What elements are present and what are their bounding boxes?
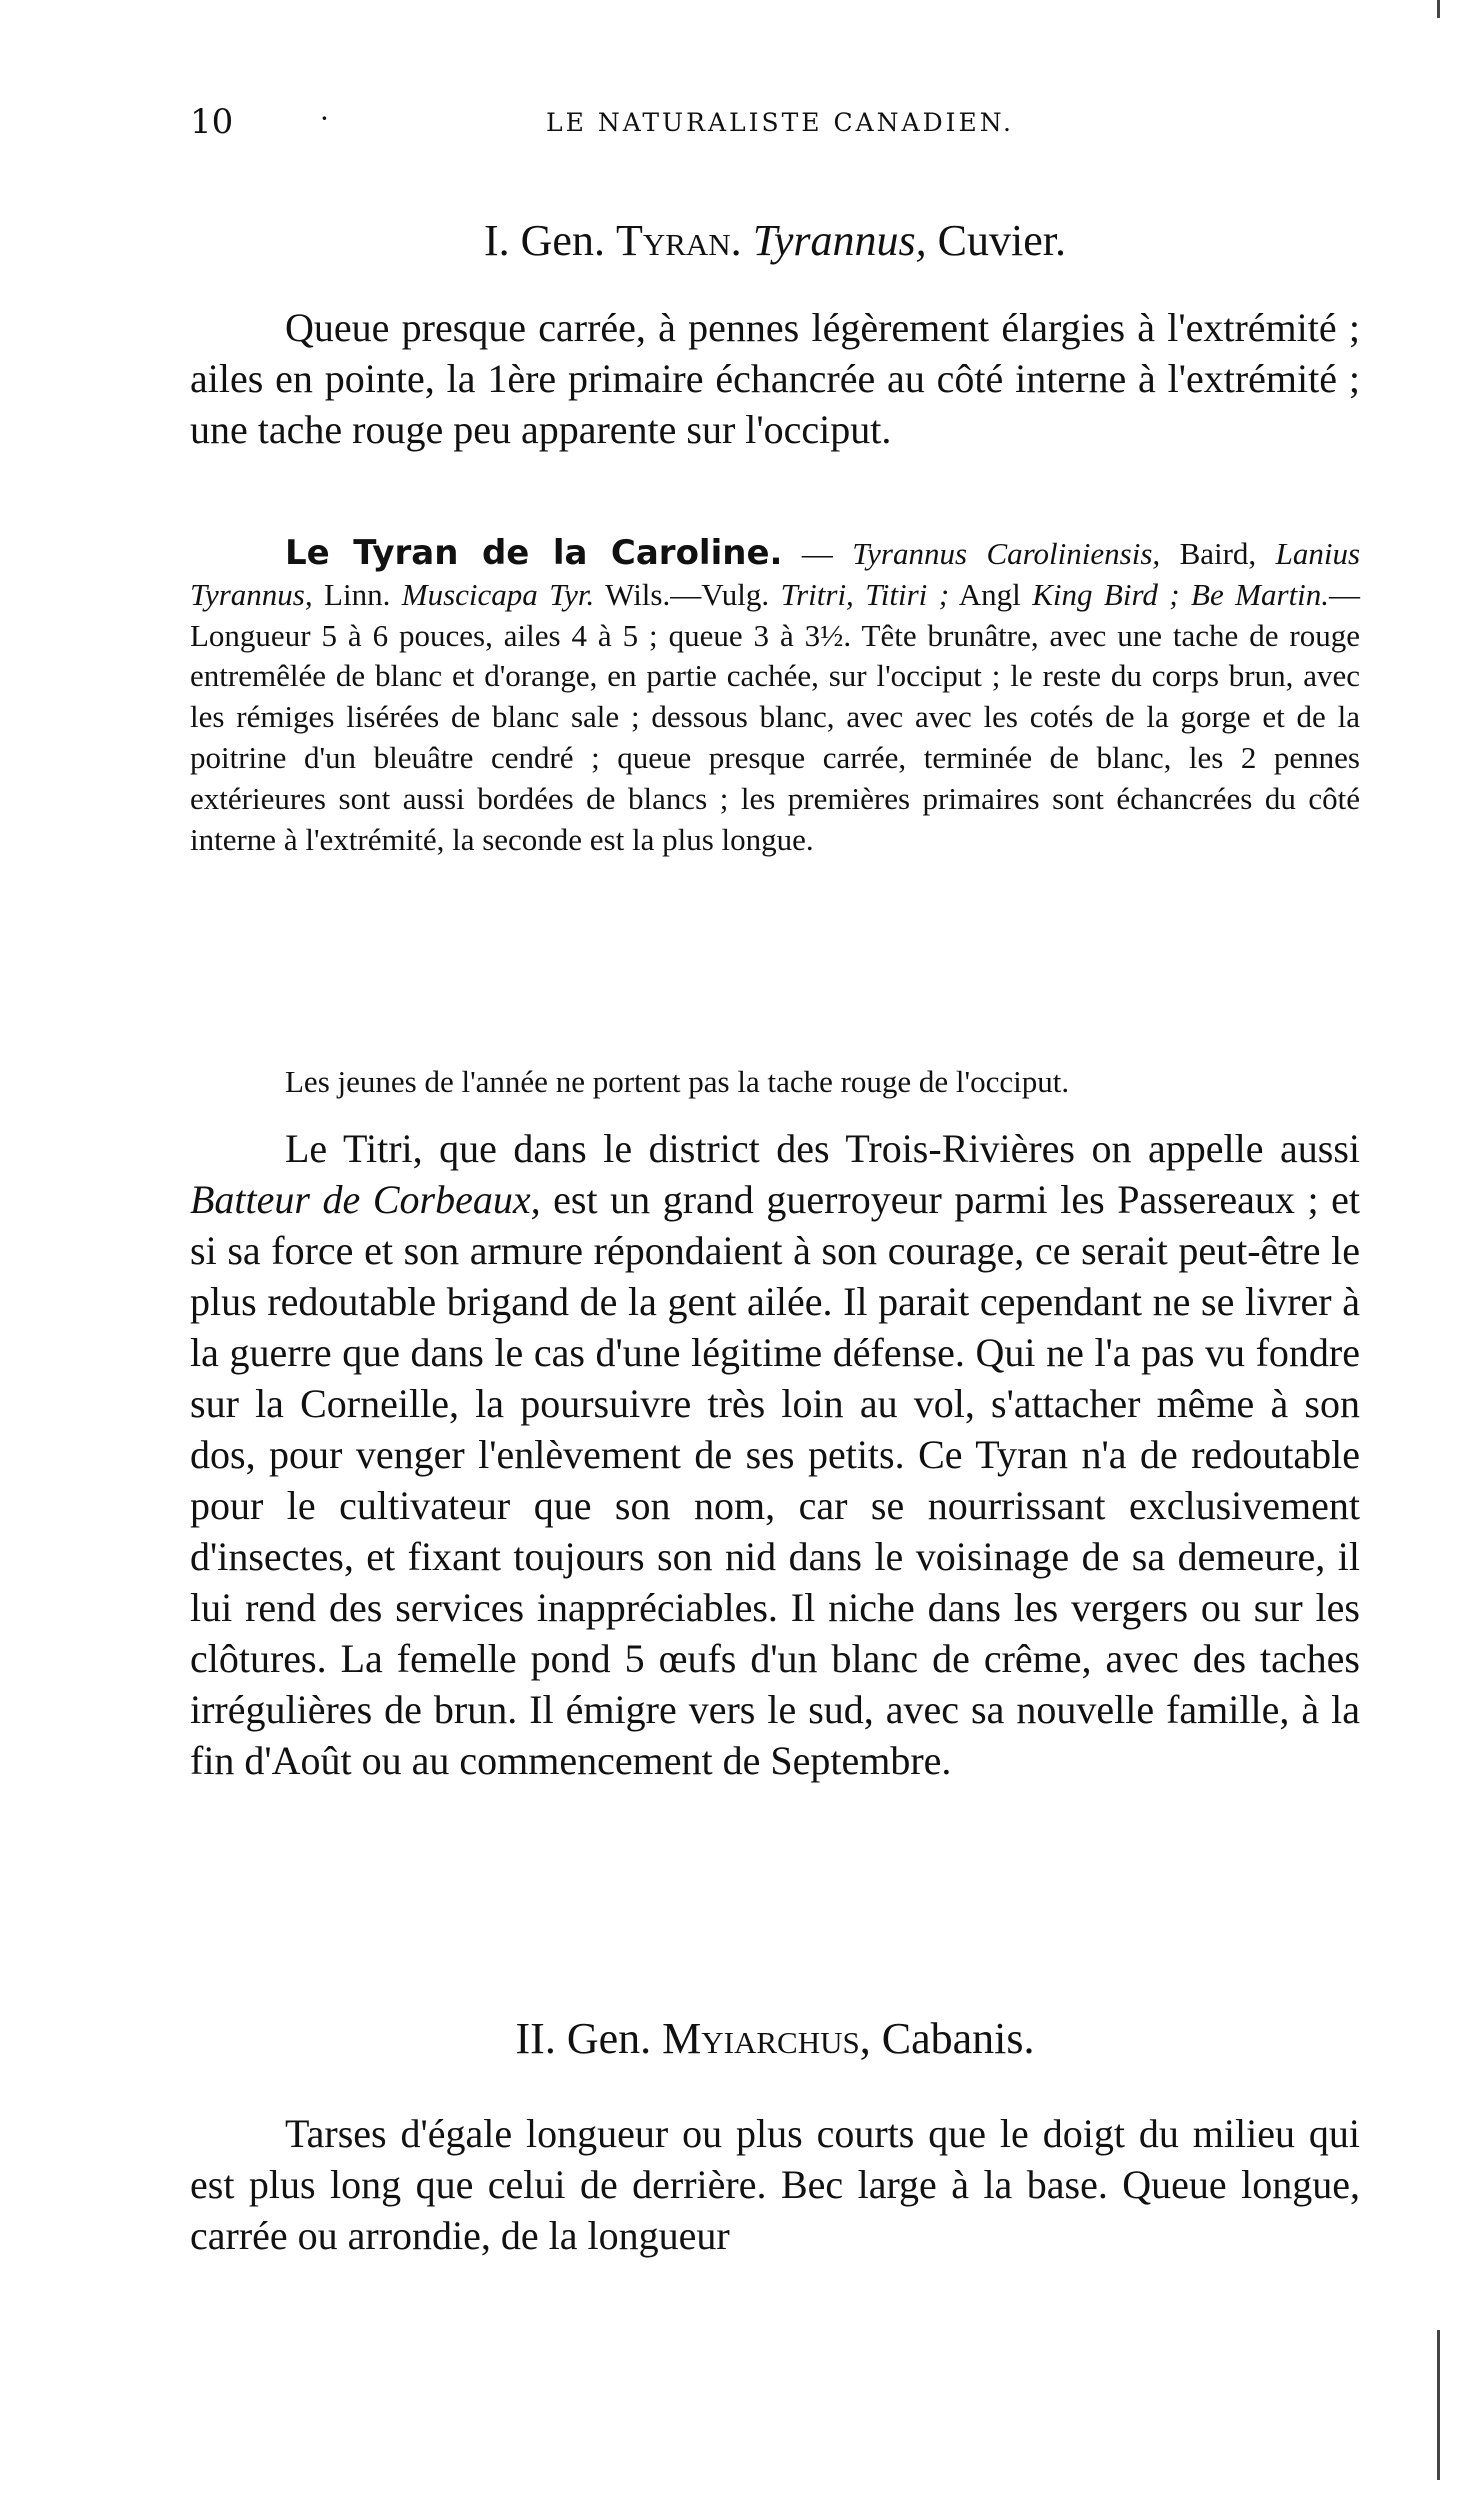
synonym-author-1: Linn. xyxy=(324,576,391,612)
section-numeral: I. Gen. xyxy=(484,216,605,265)
synonym-author-2: Wils.—Vulg. xyxy=(605,576,770,612)
natural-history-paragraph xyxy=(190,1123,1360,1786)
page-number: 10 xyxy=(190,102,234,142)
english-label: Angl xyxy=(958,576,1021,612)
species-common-name: Le Tyran de la Caroline. xyxy=(285,533,783,573)
section-numeral-2: II. Gen. xyxy=(515,2014,652,2063)
running-head-dot: · xyxy=(320,102,329,135)
species-description: —Longueur 5 à 6 pouces, ailes 4 à 5 ; queue 3 à 3½. Tête brunâtre, avec une tache de rouge entremêlée de blanc et d'orange, en partie cachée, sur l'occiput ; le reste du corps brun, avec les rémiges lisérées de blanc sale ; dessous blanc, avec avec les cotés de la gorge et de la poitrine d'un bleuâtre cendré ; queue presque carrée, terminée de blanc, les 2 pennes extérieures sont aussi bordées de blancs ; les premières primaires sont échancrées du côté interne à l'extrémité, la seconde est la plus longue. xyxy=(190,576,1361,857)
paragraph-text-end: est un grand guerroyeur parmi les Passereaux ; et si sa force et son armure répondaient à son courage, ce serait peut-être le plus redoutable brigand de la gent ailée. Il parait cependant ne se livrer à la guerre que dans le cas d'une légitime défense. Qui ne l'a pas vu fondre sur la Corneille, la poursuivre très loin au vol, s'attacher même à son dos, pour venger l'enlèvement de ses petits. Ce Tyran n'a de redoutable pour le cultivateur que son nom, car se nourrissant exclusivement d'insectes, et fixant toujours son nid dans le voisinage de sa demeure, il lui rend des services inappréciables. Il niche dans les vergers ou sur les clôtures. La femelle pond 5 œufs d'un blanc de crême, avec des taches irrégulières de brun. Il émigre vers le sud, avec sa nouvelle famille, à la fin d'Août ou au commencement de Septembre. xyxy=(190,1177,1361,1783)
vulgar-name-1: Tritri, xyxy=(780,576,854,612)
running-head-title: LE NATURALISTE CANADIEN. xyxy=(546,108,1014,137)
running-head xyxy=(190,102,1370,142)
synonym-latin-1: Lanius Tyrannus, xyxy=(190,536,1361,612)
genus-name-2: Myiarchus, xyxy=(662,2014,871,2063)
english-names: King Bird ; Be Martin. xyxy=(1032,576,1330,612)
paragraph-text-start: Le Titri, que dans le district des Trois-Rivières on appelle aussi xyxy=(285,1126,1360,1171)
species-author: Baird, xyxy=(1179,536,1257,571)
genus-description: Queue presque carrée, à pennes légèrement élargies à l'extrémité ; ailes en pointe, la 1ère primaire échancrée au côté interne à l'extrémité ; une tache rouge peu apparente sur l'occiput. xyxy=(190,305,1360,452)
edge-scan-mark-bottom xyxy=(1437,2330,1440,2480)
local-name-italic: Batteur de Corbeaux, xyxy=(190,1177,541,1222)
species-dash: — xyxy=(801,536,833,571)
genus-latin: Tyrannus, xyxy=(752,216,927,265)
vulgar-name-2: Titiri ; xyxy=(865,576,950,612)
genus-description-2: Tarses d'égale longueur ou plus courts que le doigt du milieu qui est plus long que celui de derrière. Bec large à la base. Queue longue, carrée ou arrondie, de la longueur xyxy=(190,2111,1360,2258)
species-latin: Tyrannus Caroliniensis, xyxy=(852,536,1161,571)
section-heading-tyran xyxy=(190,215,1360,266)
section-heading-myiarchus xyxy=(190,2013,1360,2064)
genus-name: Tyran. xyxy=(615,216,742,265)
genus-author-2: Cabanis. xyxy=(881,2014,1035,2063)
edge-scan-mark xyxy=(1437,0,1440,18)
species-entry xyxy=(190,533,1360,860)
juvenile-note: Les jeunes de l'année ne portent pas la tache rouge de l'occiput. xyxy=(285,1064,1070,1099)
genus-author: Cuvier. xyxy=(937,216,1066,265)
synonym-latin-2: Muscicapa Tyr. xyxy=(401,576,595,612)
